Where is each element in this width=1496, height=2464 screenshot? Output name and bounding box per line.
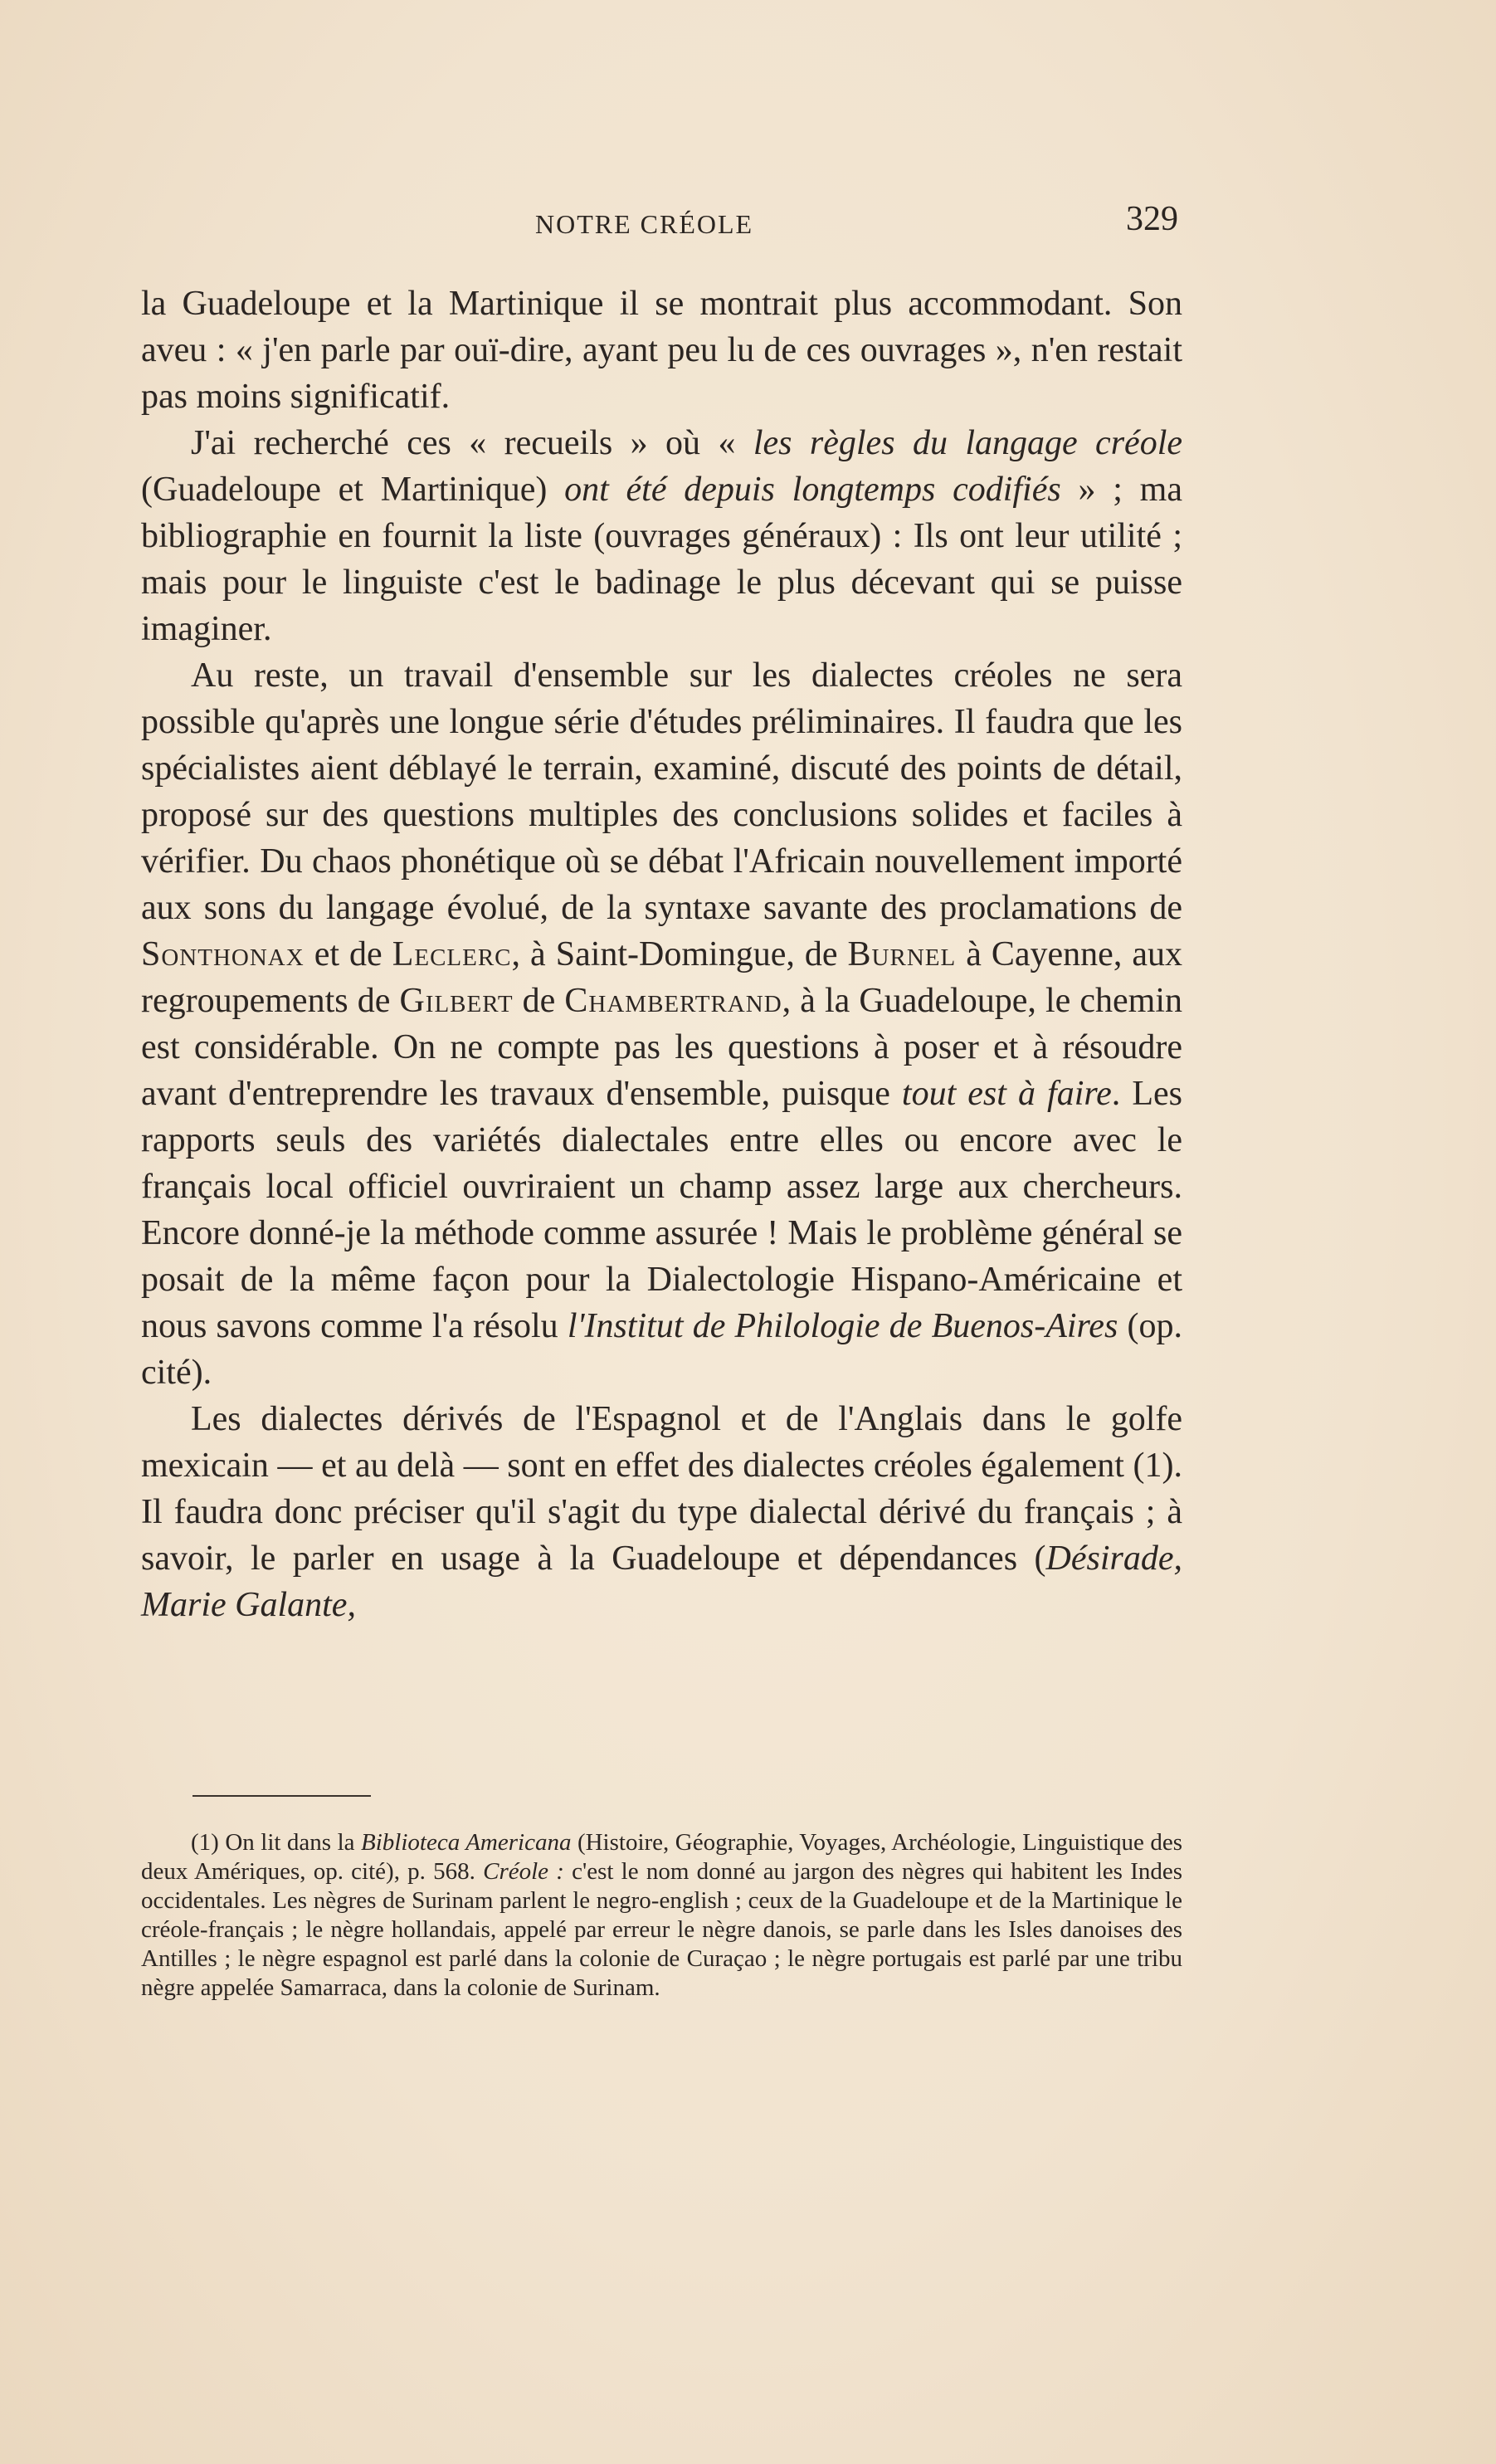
text-span: (Histoire, Géographie, Voyages, Archéologie, Linguistique des deux Amériques, op. cité), p. 568. — [141, 1829, 1183, 1885]
text-span: Les dialectes dérivés de l'Espagnol et de l'Anglais dans le golfe mexicain — et au delà — sont en effet des dialectes créoles également (1). Il faudra donc préciser qu'il s'agit du type dialectal dérivé du français ; à savoir, le parler en usage à la Guadeloupe et dépendances ( — [141, 1400, 1182, 1578]
text-span: la Guadeloupe et la Martinique il se montrait plus accommodant. Son aveu : « j'en parle par ouï-dire, ayant peu lu de ces ouvrages », n'en restait pas moins significatif. — [141, 285, 1182, 416]
paragraph — [141, 420, 1182, 652]
body-text — [141, 281, 1182, 1628]
italic-span: Créole : — [483, 1858, 564, 1885]
text-span: et de — [304, 935, 392, 973]
page-number: 329 — [1126, 200, 1178, 238]
footnote-text — [141, 1828, 1182, 2003]
text-span: , à Saint-Domingue, de — [511, 935, 848, 973]
text-span: Au reste, un travail d'ensemble sur les dialectes créoles ne sera possible qu'après une longue série d'études préliminaires. Il faudra que les spécialistes aient déblayé le terrain, examiné, discuté des points de détail, proposé sur des questions multiples des conclusions solides et faciles à vérifier. Du chaos phonétique où se débat l'Africain nouvellement importé aux sons du langage évolué, de la syntaxe savante des proclamations de — [141, 656, 1182, 927]
small-caps-name: Sonthonax — [141, 935, 305, 973]
small-caps-name: Leclerc — [392, 935, 512, 973]
text-span: J'ai recherché ces « recueils » où « — [191, 424, 753, 462]
small-caps-name: Chambertrand — [564, 982, 782, 1020]
text-span: de — [513, 982, 565, 1020]
italic-span: tout est à faire — [901, 1075, 1112, 1113]
running-head — [141, 199, 1178, 241]
italic-span: Biblioteca Americana — [361, 1829, 572, 1856]
text-span: . Les rapports seuls des variétés dialectales entre elles ou encore avec le français local officiel ouvriraient un champ assez large aux chercheurs. Encore donné-je la méthode comme assurée ! Mais le problème général se posait de la même façon pour la Dialectologie Hispano-Américaine et nous savons comme l'a résolu — [141, 1075, 1182, 1345]
footnote — [141, 1828, 1182, 2003]
paragraph — [141, 281, 1182, 420]
text-span: , à la Guadeloupe, le chemin est considérable. On ne compte pas les questions à poser et à résoudre avant d'entreprendre les travaux d'ensemble, puisque — [141, 982, 1182, 1113]
italic-span: les règles du langage créole — [753, 424, 1182, 462]
small-caps-name: Gilbert — [399, 982, 514, 1020]
text-span: c'est le nom donné au jargon des nègres qui habitent les Indes occidentales. Les nègres de Surinam parlent le negro-english ; ceux de la Guadeloupe et de la Martinique le créole-français ; le nègre hollandais, appelé par erreur le nègre danois, se parle dans les Isles danoises des Antilles ; le nègre espagnol est parlé dans la colonie de Curaçao ; le nègre portugais est parlé par une tribu nègre appelée Samarraca, dans la colonie de Surinam. — [141, 1858, 1183, 2001]
paragraph — [141, 1396, 1182, 1628]
italic-span: ont été depuis longtemps codifiés — [564, 471, 1061, 509]
text-span: à Cayenne, aux regroupements de — [141, 935, 1182, 1020]
text-span: (Guadeloupe et Martinique) — [141, 471, 565, 509]
paragraph — [141, 652, 1182, 1396]
text-span: (op. cité). — [141, 1307, 1182, 1392]
running-title: NOTRE CRÉOLE — [535, 209, 754, 239]
small-caps-name: Burnel — [847, 935, 957, 973]
italic-span: l'Institut de Philologie de Buenos-Aires — [567, 1307, 1118, 1345]
italic-span: Désirade, Marie Galante, — [141, 1539, 1182, 1624]
text-span: » ; ma bibliographie en fournit la liste (ouvrages généraux) : Ils ont leur utilité ; mais pour le linguiste c'est le badinage le plus décevant qui se puisse imaginer. — [141, 471, 1182, 648]
text-span: (1) On lit dans la — [191, 1829, 362, 1856]
footnote-divider — [192, 1795, 371, 1797]
